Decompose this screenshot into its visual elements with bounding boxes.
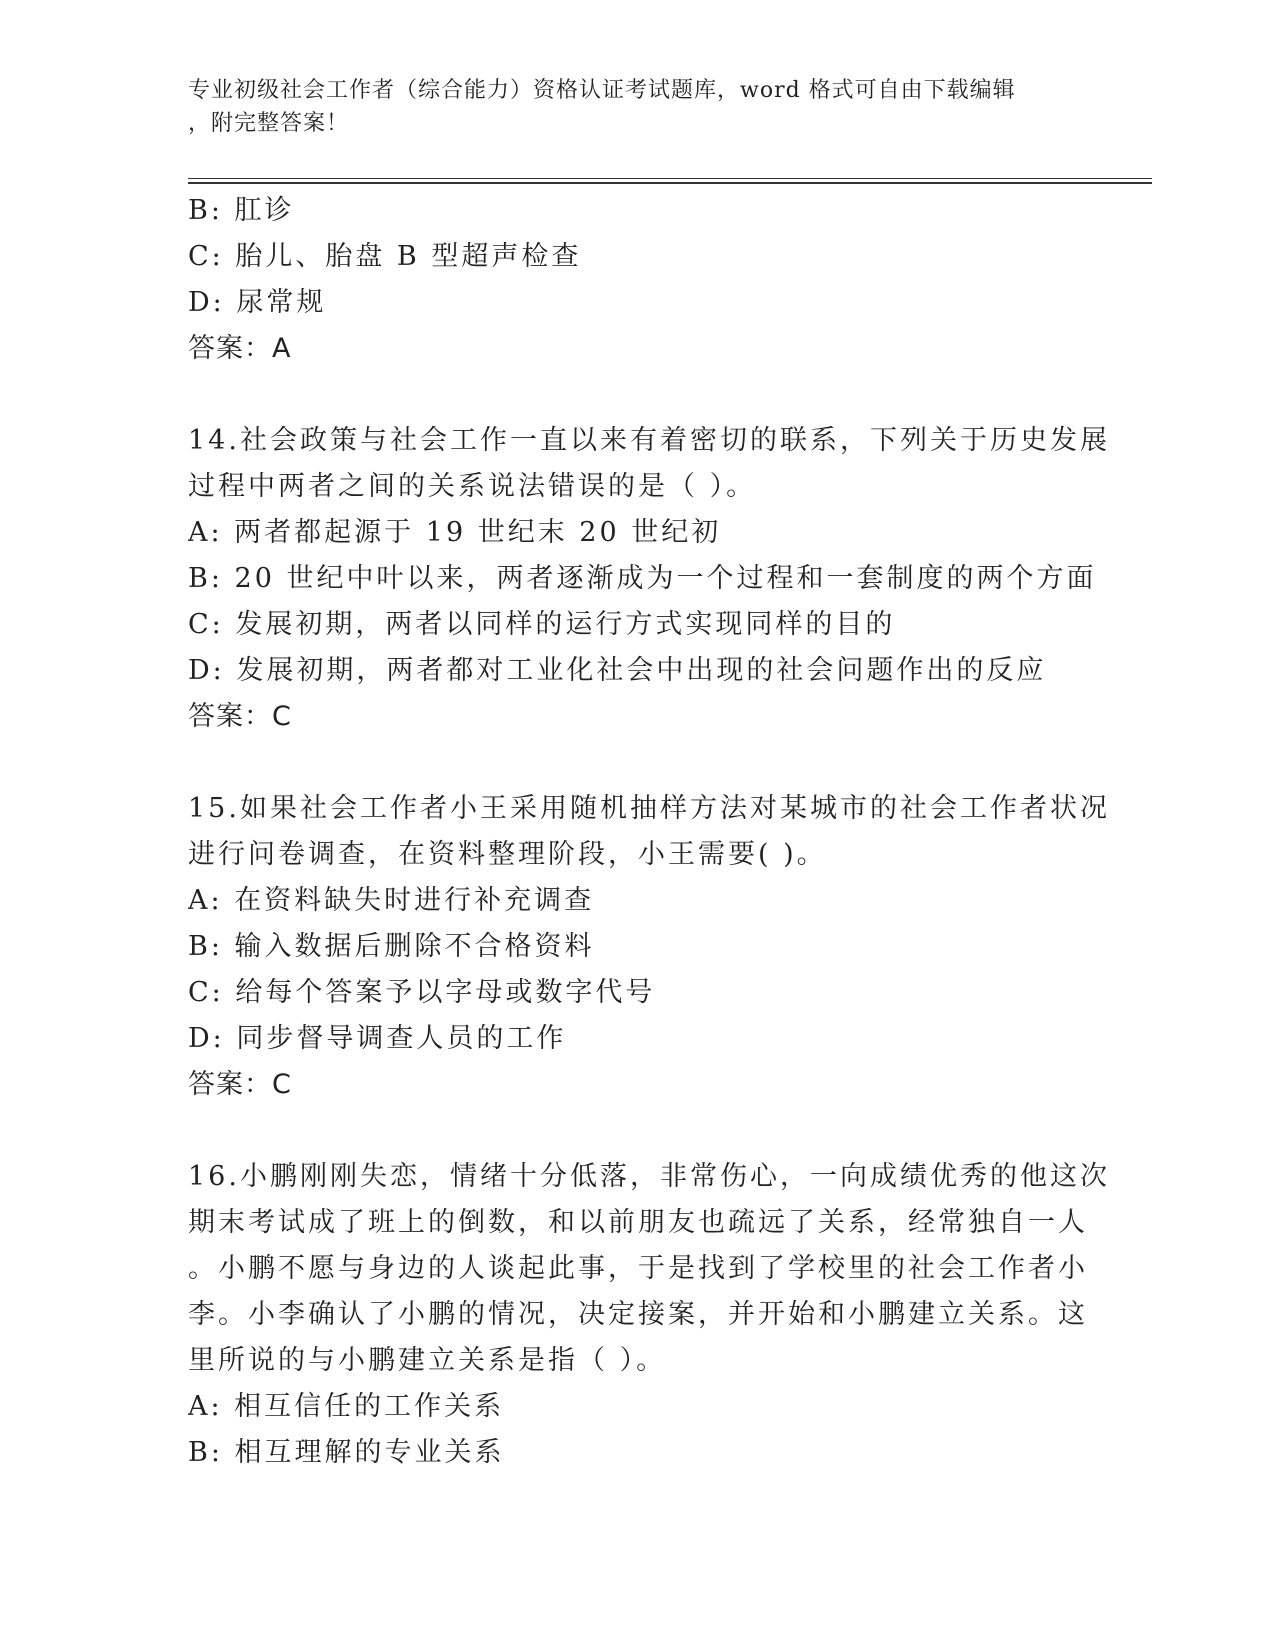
option-a: A: 在资料缺失时进行补充调查 [188,885,595,916]
question-text-line: 14.社会政策与社会工作一直以来有着密切的联系，下列关于历史发展 [188,425,1110,456]
option-a: A: 两者都起源于 19 世纪末 20 世纪初 [188,517,722,548]
header-divider-thin [188,178,1152,179]
answer-line: 答案：C [188,701,292,732]
spacer [188,740,1098,786]
option-a: A: 相互信任的工作关系 [188,1391,505,1422]
question-text-line: 。小鹏不愿与身边的人谈起此事，于是找到了学校里的社会工作者小 [188,1253,1088,1284]
question-text-line: 15.如果社会工作者小王采用随机抽样方法对某城市的社会工作者状况 [188,793,1110,824]
header-line-1: 专业初级社会工作者（综合能力）资格认证考试题库，word 格式可自由下载编辑 [188,78,1016,103]
option-b: B: 输入数据后删除不合格资料 [188,931,595,962]
option-b: B: 肛诊 [188,195,295,226]
option-d: D: 同步督导调查人员的工作 [188,1023,567,1054]
answer-line: 答案：A [188,333,292,364]
option-c: C: 胎儿、胎盘 B 型超声检查 [188,241,582,272]
question-15 [188,786,1110,1108]
document-header [188,74,1068,140]
option-d: D: 发展初期，两者都对工业化社会中出现的社会问题作出的反应 [188,655,1047,686]
question-16 [188,1154,1110,1476]
spacer [188,372,1098,418]
question-text-line: 进行问卷调查，在资料整理阶段，小王需要( )。 [188,839,827,870]
question-14 [188,418,1110,740]
option-b: B: 20 世纪中叶以来，两者逐渐成为一个过程和一套制度的两个方面 [188,563,1097,594]
question-text-line: 里所说的与小鹏建立关系是指（ ）。 [188,1345,667,1376]
spacer [188,1108,1098,1154]
question-13-tail [188,188,1098,372]
header-line-2: ，附完整答案！ [188,111,350,136]
option-c: C: 给每个答案予以字母或数字代号 [188,977,656,1008]
answer-line: 答案：C [188,1069,292,1100]
question-text-line: 过程中两者之间的关系说法错误的是（ ）。 [188,471,757,502]
question-text-line: 期末考试成了班上的倒数，和以前朋友也疏远了关系，经常独自一人 [188,1207,1088,1238]
option-c: C: 发展初期，两者以同样的运行方式实现同样的目的 [188,609,896,640]
question-text-line: 李。小李确认了小鹏的情况，决定接案，并开始和小鹏建立关系。这 [188,1299,1088,1330]
question-text-line: 16.小鹏刚刚失恋，情绪十分低落，非常伤心，一向成绩优秀的他这次 [188,1161,1110,1192]
option-b: B: 相互理解的专业关系 [188,1437,505,1468]
question-content [188,188,1110,1476]
option-d: D: 尿常规 [188,287,327,318]
header-divider-thick [188,182,1152,184]
